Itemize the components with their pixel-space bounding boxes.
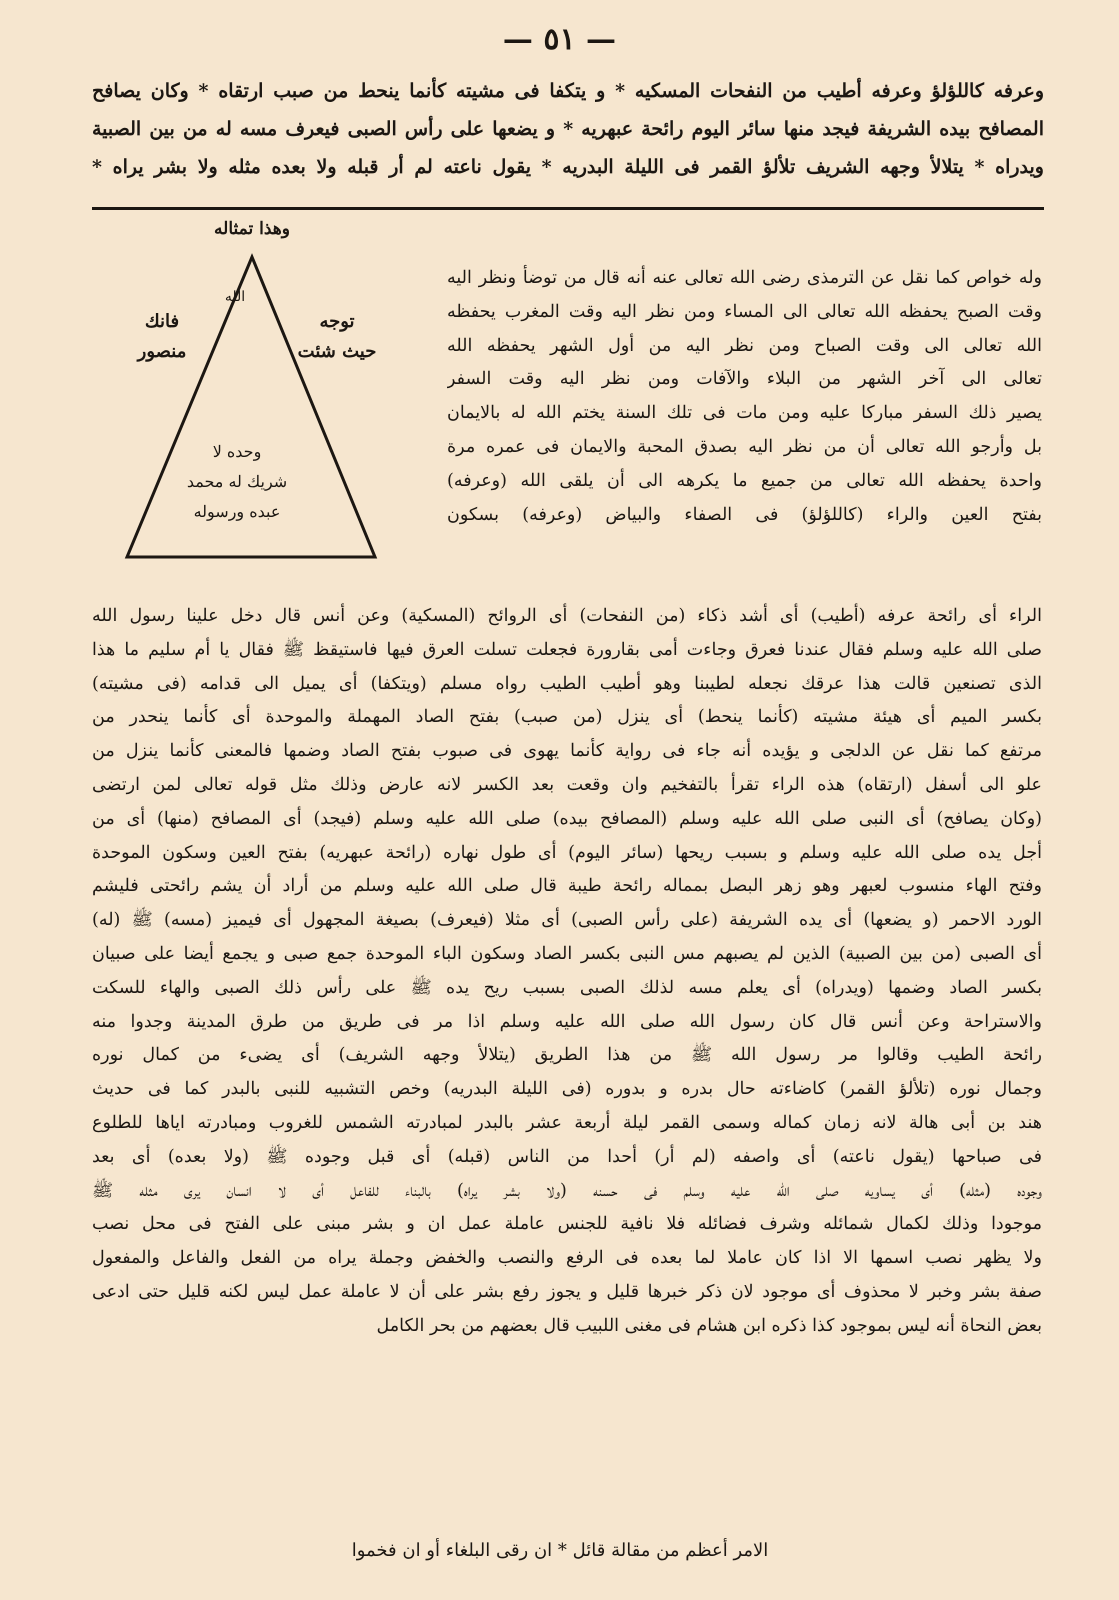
commentary-line: وجوده (مثله) أى يساويه صلى الله عليه وسلم فى حسنه (ولا بشر يراه) بالبناء للفاعل أى لا انسان يرى مثله ﷺ [92, 1180, 1042, 1201]
commentary-line: أى الصبى (من بين الصبية) الذين لم يصبهم مس النبى بكسر الصاد وسكون الباء الموحدة جمع صبى و يجمع أيضا على صبيان [92, 943, 1042, 964]
commentary-line: تعالى الى آخر الشهر من البلاء والآفات ومن نظر اليه وقت السفر [447, 369, 1042, 390]
commentary-line: بل وأرجو الله تعالى أن من نظر اليه بصدق المحبة والايمان فى عمره مرة [447, 436, 1042, 457]
triangle-diagram [92, 215, 412, 565]
diagram-right-label [282, 307, 392, 367]
commentary-line: علو الى أسفل (ارتقاه) هذه الراء تقرأ بالتفخيم وان وقعت بعد الكسر لانه عارض وذلك مثل قوله تعالى لمن ارتضى [92, 774, 1042, 795]
commentary-line: يصير ذلك السفر مباركا عليه ومن مات فى تلك السنة يختم الله له بالايمان [447, 403, 1042, 424]
commentary-line: وقت الصبح يحفظه الله تعالى الى المساء ومن نظر اليه وقت المغرب يحفظه [447, 301, 1042, 322]
diagram-left-line: منصور [137, 341, 187, 362]
closing-verse: الامر أعظم من مقالة قائل * ان رقى البلغاء أو ان فخموا [351, 1540, 769, 1561]
commentary-top-block [447, 262, 1042, 532]
commentary-line: ولا يظهر نصب اسمها الا اذا كان عاملا لما بعده فى الرفع والنصب والخفض وجملة يراه من الفعل والفاعل والمفعول [92, 1248, 1042, 1269]
commentary-line: بكسر الميم أى هيئة مشيته (كأنما ينحط) أى ينزل (من صبب) بفتح الصاد المهملة والموحدة أى كأنما ينحدر من [92, 707, 1042, 728]
commentary-line: صفة بشر وخبر لا محذوف أى موجود لان ذكر خبرها قليل و يجوز رفع بشر على أن لا عاملة عمل ليس لكنه قليل حتى ادعى [92, 1281, 1042, 1302]
separator-rule [92, 207, 1044, 210]
commentary-line: الذى تصنعين قالت هذا عرقك نجعله لطيبنا وهو أطيب الطيب رواه مسلم (ويتكفا) أى يميل الى قدامه (فى مشيته) [92, 673, 1042, 694]
diagram-left-line: فانك [144, 311, 180, 332]
commentary-line: وجمال نوره (تلألؤ القمر) كاضاءته حال بدره و بدوره (فى الليلة البدريه) وخص التشبيه للنبى بالبدر كما فى حديث [92, 1079, 1042, 1100]
diagram-center-line: شريك له محمد [186, 472, 288, 491]
commentary-line: مرتفع كما نقل عن الدلجى و يؤيده أنه جاء فى رواية كأنما يهوى فى صبوب بفتح الصاد وضمها فالمعنى كأنما ينزل من [92, 741, 1042, 762]
diagram-caption: وهذا تمثاله [214, 219, 290, 239]
commentary-line: والاستراحة وعن أنس قال كان رسول الله صلى الله عليه وسلم اذا مر فى طريق من طرق المدينة وجدوا منه [92, 1011, 1042, 1032]
diagram-left-label [112, 307, 212, 367]
commentary-line: (وكان يصافح) أى النبى صلى الله عليه وسلم (المصافح بيده) صلى الله عليه وسلم (فيجد) أى المصافح (منها) أى من [92, 808, 1042, 829]
commentary-line: بفتح العين والراء (كاللؤلؤ) فى الصفاء والبياض (وعرفه) بسكون [447, 504, 1042, 525]
commentary-line: أجل يده صلى الله عليه وسلم و بسبب ريحها (سائر اليوم) أى طول نهاره (رائحة عبهريه) بفتح العين وسكون الموحدة [92, 842, 1042, 863]
commentary-line: الورد الاحمر (و يضعها) أى يده الشريفة (على رأس الصبى) أى مثلا (فيعرف) بصيغة المجهول أى فيميز (مسه) ﷺ (له) [92, 910, 1042, 931]
diagram-right-line: حيث شئت [297, 341, 377, 362]
verse-line: ويدراه * يتلالأ وجهه الشريف تلألؤ القمر فى الليلة البدريه * يقول ناعته لم أر قبله ولا بعده مثله ولا بشر يراه * [92, 156, 1044, 178]
commentary-line: صلى الله عليه وسلم فقال عندنا فعرق وجاءت أمى بقارورة فجعلت تسلت العرق فيها فاستيقظ ﷺ فقال يا أم سليم ما هذا [92, 639, 1042, 660]
verse-line: وعرفه كاللؤلؤ وعرفه أطيب من النفحات المسكيه * و يتكفا فى مشيته كأنما ينحط من صبب ارتقاه * وكان يصافح [92, 80, 1044, 102]
commentary-line: واحدة يحفظه الله تعالى من جميع ما يكرهه الى أن يلقى الله (وعرفه) [447, 470, 1042, 491]
diagram-right-line: توجه [319, 311, 355, 332]
commentary-line: موجودا وذلك لكمال شمائله وشرف فضائله فلا نافية للجنس عاملة عمل ان و بشر مبنى على الفتح فى محل نصب [92, 1214, 1042, 1235]
commentary-line: بعض النحاة أنه ليس بموجود كذا ذكره ابن هشام فى مغنى اللبيب قال بعضهم من بحر الكامل [376, 1315, 1042, 1336]
commentary-line: الراء أى رائحة عرفه (أطيب) أى أشد ذكاء (من النفحات) أى الروائح (المسكية) وعن أنس قال دخل علينا رسول الله [92, 606, 1042, 626]
commentary-line: فى صباحها (يقول ناعته) أى واصفه (لم أر) أحدا من الناس (قبله) أى قبل وجوده ﷺ (ولا بعده) أى بعد [92, 1146, 1042, 1167]
diagram-center-line: وحده لا [212, 442, 262, 461]
diagram-center-text [152, 437, 322, 527]
commentary-line: الله تعالى الى وقت الصباح ومن نظر اليه من أول الشهر يحفظه الله [447, 335, 1042, 356]
commentary-line: هند بن أبى هالة لانه زمان كماله وسمى القمر ليلة أربعة عشر بالبدر لمبادرته الشمس للغروب ومبادرته اياها للطلوع [92, 1112, 1042, 1133]
verse-line: المصافح بيده الشريفة فيجد منها سائر اليوم رائحة عبهريه * و يضعها على رأس الصبى فيعرف مسه له من بين الصبية [92, 118, 1044, 140]
diagram-apex-label: الله [224, 289, 246, 305]
commentary-line: بكسر الصاد وضمها (ويدراه) أى يعلم مسه لذلك الصبى بسبب ريح يده ﷺ على رأس ذلك الصبى والهاء للسكت [92, 977, 1042, 998]
verse-block [92, 72, 1044, 186]
commentary-line: رائحة الطيب وقالوا مر رسول الله ﷺ من هذا الطريق (يتلالأ وجهه الشريف) أى يضىء من كمال نوره [92, 1045, 1042, 1066]
commentary-main-block [92, 600, 1042, 1344]
commentary-line: وفتح الهاء منسوب لعبهر وهو زهر البصل بمماله رائحة طيبة قال صلى الله عليه وسلم من أراد أن يشم رائحتى فليشم [92, 876, 1042, 897]
page-number: — ٥١ — [502, 22, 617, 57]
commentary-line: وله خواص كما نقل عن الترمذى رضى الله تعالى عنه أنه قال من توضأ ونظر اليه [447, 268, 1042, 288]
diagram-center-line: عبده ورسوله [193, 502, 281, 521]
